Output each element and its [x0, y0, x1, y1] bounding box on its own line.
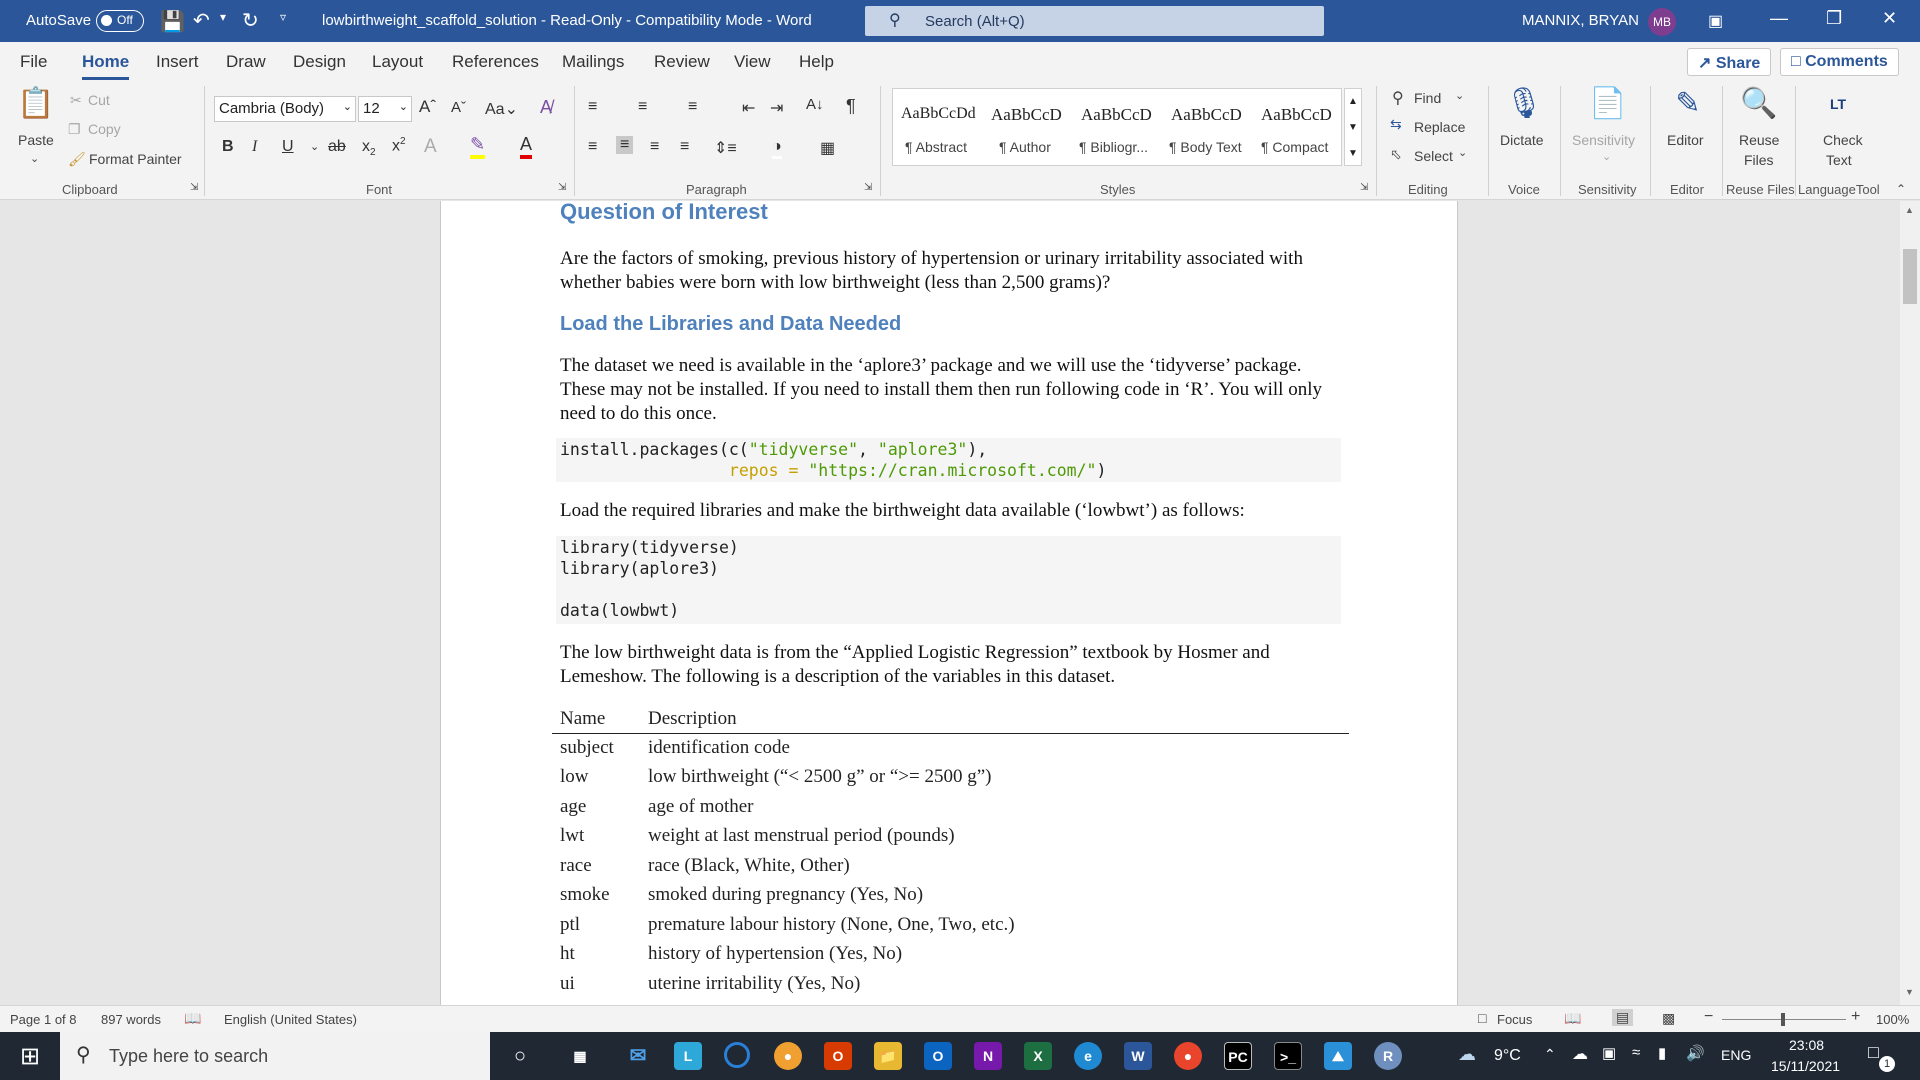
find-label[interactable]: Find	[1414, 90, 1442, 106]
font-color-icon[interactable]: A	[520, 134, 532, 159]
format-painter-label[interactable]: Format Painter	[89, 151, 182, 167]
heading-question: Question of Interest	[560, 201, 768, 224]
clear-formatting-icon[interactable]: A̸	[540, 97, 553, 117]
text-effects-icon[interactable]: A	[424, 136, 437, 157]
style-abstract-name: ¶ Abstract	[905, 139, 967, 155]
table-header-name: Name	[552, 705, 640, 733]
paste-label[interactable]: Paste	[18, 132, 54, 148]
code-block-library	[556, 536, 1341, 624]
voice-group-label: Voice	[1508, 182, 1540, 197]
reuse-label-2[interactable]: Files	[1744, 152, 1774, 168]
file-explorer-icon[interactable]: 📁	[874, 1042, 902, 1070]
borders-icon[interactable]: ▦	[820, 140, 836, 157]
paragraph-dataset: The dataset we need is available in the ‘aplore3’ package and we will use the ‘tidyverse’ package. These may not be installed. If you need to install them then run following code in ‘R’. You will only need to do this once.	[560, 355, 1322, 424]
code-install-close: ),	[967, 440, 988, 459]
wifi-icon[interactable]: ≈	[1632, 1044, 1641, 1061]
language-indicator[interactable]: ENG	[1721, 1047, 1752, 1063]
notification-icon[interactable]: □	[1868, 1042, 1879, 1062]
code-install-end: )	[1096, 461, 1107, 480]
find-dropdown-icon[interactable]: ⌄	[1455, 90, 1465, 102]
table-row	[552, 881, 1349, 911]
cut-icon: ✂	[70, 92, 82, 108]
grow-font-icon[interactable]: Aˆ	[419, 97, 436, 116]
temperature[interactable]: 9°C	[1494, 1047, 1521, 1064]
comments-label: Comments	[1805, 53, 1888, 70]
outlook-icon[interactable]: O	[924, 1042, 952, 1070]
autosave-label: AutoSave	[26, 12, 92, 29]
taskbar	[0, 1032, 1920, 1080]
avatar[interactable]: MB	[1648, 8, 1676, 36]
tab-design[interactable]: Design	[293, 52, 346, 71]
reuse-label-1[interactable]: Reuse	[1739, 132, 1780, 148]
cell-name: subject	[560, 737, 614, 758]
tab-draw[interactable]: Draw	[226, 52, 266, 71]
autosave-state: Off	[117, 13, 133, 27]
styles-more-icon[interactable]: ▼	[1348, 148, 1358, 159]
comments-button[interactable]	[1780, 48, 1899, 76]
pycharm-icon[interactable]: PC	[1224, 1042, 1252, 1070]
ribbon-tabs	[0, 42, 1920, 80]
sensitivity-dropdown-icon: ⌄	[1602, 151, 1612, 163]
search-placeholder: Search (Alt+Q)	[925, 13, 1025, 30]
heading-load: Load the Libraries and Data Needed	[560, 313, 902, 335]
weather-icon[interactable]: ☁	[1458, 1044, 1476, 1064]
word-count[interactable]: 897 words	[101, 1012, 161, 1027]
tray-chevron-icon[interactable]: ⌃	[1544, 1046, 1556, 1062]
editor-group-label: Editor	[1670, 182, 1704, 197]
volume-icon[interactable]: 🔊	[1686, 1045, 1705, 1062]
code-install-str1: "tidyverse"	[748, 440, 859, 459]
task-view-icon[interactable]: ▦	[573, 1048, 587, 1064]
style-bibliography-sample: AaBbCcD	[1081, 105, 1152, 124]
mail-icon[interactable]: ✉	[629, 1045, 647, 1067]
share-label: Share	[1715, 55, 1761, 72]
select-dropdown-icon[interactable]: ⌄	[1458, 147, 1468, 159]
read-mode-icon[interactable]: 📖	[1564, 1010, 1582, 1026]
customize-toolbar-icon[interactable]: ▿	[280, 10, 287, 24]
font-size-value: 12	[363, 100, 380, 117]
clipboard-launcher-icon[interactable]: ⇲	[190, 182, 199, 193]
office-icon[interactable]: O	[824, 1042, 852, 1070]
style-body-text-name: ¶ Body Text	[1169, 139, 1242, 155]
onedrive-icon[interactable]: ☁	[1572, 1046, 1588, 1063]
autosave-toggle[interactable]	[96, 10, 144, 32]
firefox-icon[interactable]: ●	[774, 1042, 802, 1070]
cell-description: low birthweight (“< 2500 g” or “>= 2500 g”)	[648, 766, 992, 788]
proofing-icon[interactable]: 📖	[184, 1010, 202, 1026]
editor-label[interactable]: Editor	[1667, 132, 1704, 148]
title-bar	[0, 0, 1920, 42]
cell-description: age of mother	[648, 795, 754, 817]
zoom-slider-thumb[interactable]	[1781, 1013, 1785, 1026]
font-size-dropdown-icon: ⌄	[398, 101, 408, 113]
onenote-icon[interactable]: N	[974, 1042, 1002, 1070]
languagetool-group-label: LanguageTool	[1798, 182, 1880, 197]
underline-icon[interactable]: U	[282, 138, 294, 155]
check-text-label-2[interactable]: Text	[1826, 152, 1852, 168]
change-case-icon[interactable]: Aa⌄	[485, 101, 518, 118]
code-install-arg: repos =	[728, 461, 809, 480]
document-page[interactable]	[440, 201, 1458, 1005]
style-author-sample: AaBbCcD	[991, 105, 1062, 124]
styles-down-icon[interactable]: ▼	[1348, 122, 1358, 133]
code-data-lowbwt: data(lowbwt)	[560, 601, 680, 620]
notification-badge: 1	[1879, 1056, 1895, 1072]
cell-name: lwt	[560, 825, 585, 847]
font-launcher-icon[interactable]: ⇲	[558, 182, 567, 193]
chrome-icon[interactable]: ●	[1174, 1042, 1202, 1070]
editing-group-label: Editing	[1408, 182, 1448, 197]
save-icon[interactable]: 💾	[160, 11, 185, 33]
ribbon	[0, 80, 1920, 200]
cell-name: age	[560, 795, 587, 817]
scroll-thumb[interactable]	[1903, 249, 1917, 304]
vertical-scrollbar[interactable]	[1900, 201, 1920, 1005]
collapse-ribbon-icon[interactable]: ⌃	[1896, 182, 1907, 196]
excel-icon[interactable]: X	[1024, 1042, 1052, 1070]
code-library-tidyverse: library(tidyverse)	[560, 538, 739, 557]
terminal-icon[interactable]: >_	[1274, 1042, 1302, 1070]
taskbar-search[interactable]	[60, 1032, 490, 1080]
align-left-icon[interactable]: ≡	[588, 138, 598, 155]
cell-name: ht	[560, 943, 575, 965]
align-center-icon[interactable]: ≡	[616, 136, 633, 154]
clock-date[interactable]: 15/11/2021	[1771, 1058, 1841, 1074]
focus-icon: □	[1478, 1010, 1487, 1026]
cell-description: weight at last menstrual period (pounds)	[648, 825, 955, 847]
paragraph-launcher-icon[interactable]: ⇲	[864, 182, 873, 193]
show-formatting-icon[interactable]: ¶	[846, 96, 856, 116]
photos-icon[interactable]: ⛰	[1324, 1042, 1352, 1070]
cortana-ring-icon[interactable]	[724, 1042, 750, 1068]
status-bar	[0, 1005, 1920, 1032]
microphone-icon[interactable]: 🎙	[1504, 87, 1544, 120]
r-icon[interactable]: R	[1374, 1042, 1402, 1070]
clock-time[interactable]: 23:08	[1789, 1037, 1825, 1053]
find-icon: ⚲	[1392, 90, 1404, 107]
strikethrough-icon[interactable]: ab	[328, 138, 346, 155]
subscript-icon[interactable]: $x_2$	[362, 138, 376, 159]
undo-icon[interactable]: ↶	[193, 10, 210, 32]
tab-review[interactable]: Review	[654, 52, 710, 71]
code-install-sep: ,	[858, 440, 878, 459]
table-row	[552, 940, 1349, 970]
paragraph-question: Are the factors of smoking, previous history of hypertension or urinary irritability associated with whether babies were born with low birthweight (less than 2,500 grams)?	[560, 248, 1303, 293]
tab-references[interactable]: References	[452, 52, 539, 71]
table-row	[552, 733, 1349, 763]
bullets-icon[interactable]: ≡	[588, 98, 598, 115]
code-block-install	[556, 438, 1341, 482]
multilevel-list-icon[interactable]: ≡	[688, 98, 698, 115]
languagetool-icon[interactable]: LT	[1830, 96, 1847, 112]
table-row	[552, 969, 1349, 999]
sensitivity-label: Sensitivity	[1572, 132, 1636, 148]
cell-name: ui	[560, 972, 575, 994]
scroll-down-icon[interactable]: ▼	[1905, 987, 1914, 997]
sensitivity-group-label: Sensitivity	[1578, 182, 1637, 197]
code-library-aplore3: library(aplore3)	[560, 559, 719, 578]
table-row	[552, 910, 1349, 940]
table-row	[552, 851, 1349, 881]
increase-indent-icon[interactable]: ⇥	[770, 100, 784, 117]
select-icon: ⬁	[1390, 146, 1402, 162]
style-author-name: ¶ Author	[999, 139, 1051, 155]
document-title: lowbirthweight_scaffold_solution - Read-Only - Compatibility Mode - Word	[322, 12, 812, 29]
underline-dropdown-icon[interactable]: ⌄	[310, 141, 320, 153]
align-right-icon[interactable]: ≡	[650, 138, 660, 155]
dictate-label[interactable]: Dictate	[1500, 132, 1544, 148]
numbering-icon[interactable]: ≡	[638, 98, 648, 115]
font-group-label: Font	[366, 182, 393, 197]
paragraph-data: The low birthweight data is from the “Applied Logistic Regression” textbook by Hosmer and Lemeshow. The following is a description of the variables in this dataset.	[560, 642, 1270, 687]
share-button[interactable]	[1687, 48, 1771, 76]
ribbon-display-icon[interactable]: ▣	[1708, 13, 1724, 30]
styles-up-icon[interactable]: ▲	[1348, 96, 1358, 107]
paragraph-load: Load the required libraries and make the birthweight data available (‘lowbwt’) as follows:	[560, 500, 1245, 521]
zoom-level[interactable]: 100%	[1876, 1012, 1910, 1027]
redo-icon[interactable]: ↻	[242, 10, 259, 32]
print-layout-icon[interactable]: ▤	[1612, 1009, 1633, 1026]
code-install-url: "https://cran.microsoft.com/"	[808, 461, 1097, 480]
replace-icon: ⇆	[1390, 116, 1402, 132]
web-layout-icon[interactable]: ▩	[1662, 1010, 1676, 1026]
page-count[interactable]: Page 1 of 8	[10, 1012, 77, 1027]
language-status[interactable]: English (United States)	[224, 1012, 357, 1027]
select-label[interactable]: Select	[1414, 148, 1453, 164]
highlight-icon[interactable]: ✎	[470, 134, 485, 159]
code-install-fn: install.packages(c(	[560, 440, 749, 459]
cell-description: uterine irritability (Yes, No)	[648, 972, 861, 994]
styles-scroll[interactable]	[1344, 88, 1362, 166]
user-name: MANNIX, BRYAN	[1522, 12, 1639, 29]
zoom-in-icon[interactable]: +	[1851, 1008, 1861, 1025]
reuse-files-icon[interactable]: 🔍	[1740, 87, 1778, 120]
italic-icon[interactable]: I	[252, 138, 258, 155]
cell-name: ptl	[560, 913, 581, 935]
taskbar-search-placeholder: Type here to search	[109, 1046, 269, 1066]
close-icon[interactable]: ✕	[1882, 8, 1898, 28]
tab-layout[interactable]: Layout	[372, 52, 424, 71]
replace-label[interactable]: Replace	[1414, 119, 1466, 135]
tab-mailings[interactable]: Mailings	[562, 52, 625, 71]
code-install-str2: "aplore3"	[877, 440, 968, 459]
font-size-combo[interactable]	[358, 96, 412, 122]
style-abstract-sample: AaBbCcDd	[901, 105, 976, 122]
reuse-files-group-label: Reuse Files	[1726, 182, 1795, 197]
comment-icon: □	[1791, 53, 1806, 70]
tray-app-icon[interactable]: ▣	[1602, 1045, 1617, 1062]
share-icon: ↗	[1698, 55, 1716, 72]
shading-icon[interactable]: ◑	[772, 138, 782, 159]
battery-icon[interactable]: ▮	[1658, 1045, 1667, 1062]
tab-help[interactable]: Help	[799, 52, 834, 71]
font-name-dropdown-icon: ⌄	[342, 101, 352, 113]
styles-gallery	[892, 88, 1342, 166]
taskbar-search-icon: ⚲	[76, 1044, 91, 1066]
bold-icon[interactable]: B	[222, 138, 234, 155]
scroll-up-icon[interactable]: ▲	[1905, 205, 1914, 215]
check-text-label-1[interactable]: Check	[1823, 132, 1863, 148]
cortana-icon[interactable]: ○	[513, 1045, 527, 1067]
cell-name: smoke	[560, 884, 610, 906]
table-row	[552, 792, 1349, 822]
style-compact-name: ¶ Compact	[1261, 139, 1329, 155]
format-painter-icon: 🖌	[68, 151, 86, 167]
search-icon: ⚲	[889, 12, 901, 29]
paste-dropdown-icon[interactable]: ⌄	[30, 153, 40, 165]
tab-home[interactable]: Home	[82, 52, 130, 71]
font-name-combo[interactable]	[214, 96, 356, 122]
variables-table	[552, 705, 1349, 999]
restore-icon[interactable]: ❐	[1826, 8, 1843, 28]
search-box[interactable]	[865, 6, 1324, 36]
styles-group-label: Styles	[1100, 182, 1136, 197]
app-l-icon[interactable]: L	[674, 1042, 702, 1070]
line-spacing-icon[interactable]: ⇕≡	[714, 140, 737, 157]
clipboard-group-label: Clipboard	[62, 182, 118, 197]
paste-icon[interactable]: 📋	[17, 87, 55, 120]
word-icon[interactable]: W	[1124, 1042, 1152, 1070]
shrink-font-icon[interactable]: Aˇ	[451, 99, 466, 116]
decrease-indent-icon[interactable]: ⇤	[742, 100, 756, 117]
justify-icon[interactable]: ≡	[680, 138, 690, 155]
table-header-description: Description	[640, 705, 1349, 733]
cut-label[interactable]: Cut	[88, 92, 110, 108]
cell-description: smoked during pregnancy (Yes, No)	[648, 884, 924, 906]
sort-icon[interactable]: A↓	[806, 96, 824, 113]
cell-name: low	[560, 766, 589, 788]
copy-icon: ❐	[68, 121, 81, 137]
cell-description: history of hypertension (Yes, No)	[648, 943, 903, 965]
table-row	[552, 822, 1349, 852]
copy-label[interactable]: Copy	[88, 121, 121, 137]
edge-icon[interactable]: e	[1074, 1042, 1102, 1070]
style-compact-sample: AaBbCcD	[1261, 105, 1332, 124]
styles-launcher-icon[interactable]: ⇲	[1360, 182, 1369, 193]
cell-description: premature labour history (None, One, Two, etc.)	[648, 913, 1015, 935]
style-body-text-sample: AaBbCcD	[1171, 105, 1242, 124]
tab-insert[interactable]: Insert	[156, 52, 199, 71]
tab-file[interactable]: File	[20, 52, 48, 71]
zoom-out-icon[interactable]: −	[1704, 1008, 1714, 1025]
windows-start-icon[interactable]: ⊞	[20, 1043, 41, 1070]
cell-name: race	[560, 854, 592, 876]
superscript-icon[interactable]: $x^2$	[392, 136, 406, 155]
focus-button[interactable]: Focus	[1497, 1012, 1533, 1027]
sensitivity-icon: 📄	[1589, 87, 1627, 120]
table-row	[552, 763, 1349, 793]
undo-dropdown-icon[interactable]: ▾	[220, 10, 227, 24]
minimize-icon[interactable]: —	[1770, 8, 1788, 28]
font-name-value: Cambria (Body)	[219, 100, 325, 117]
paragraph-group-label: Paragraph	[686, 182, 747, 197]
cell-description: race (Black, White, Other)	[648, 854, 850, 876]
tab-view[interactable]: View	[734, 52, 771, 71]
style-bibliography-name: ¶ Bibliogr...	[1079, 139, 1148, 155]
editor-icon[interactable]: ✎	[1675, 87, 1701, 120]
cell-description: identification code	[648, 737, 790, 758]
